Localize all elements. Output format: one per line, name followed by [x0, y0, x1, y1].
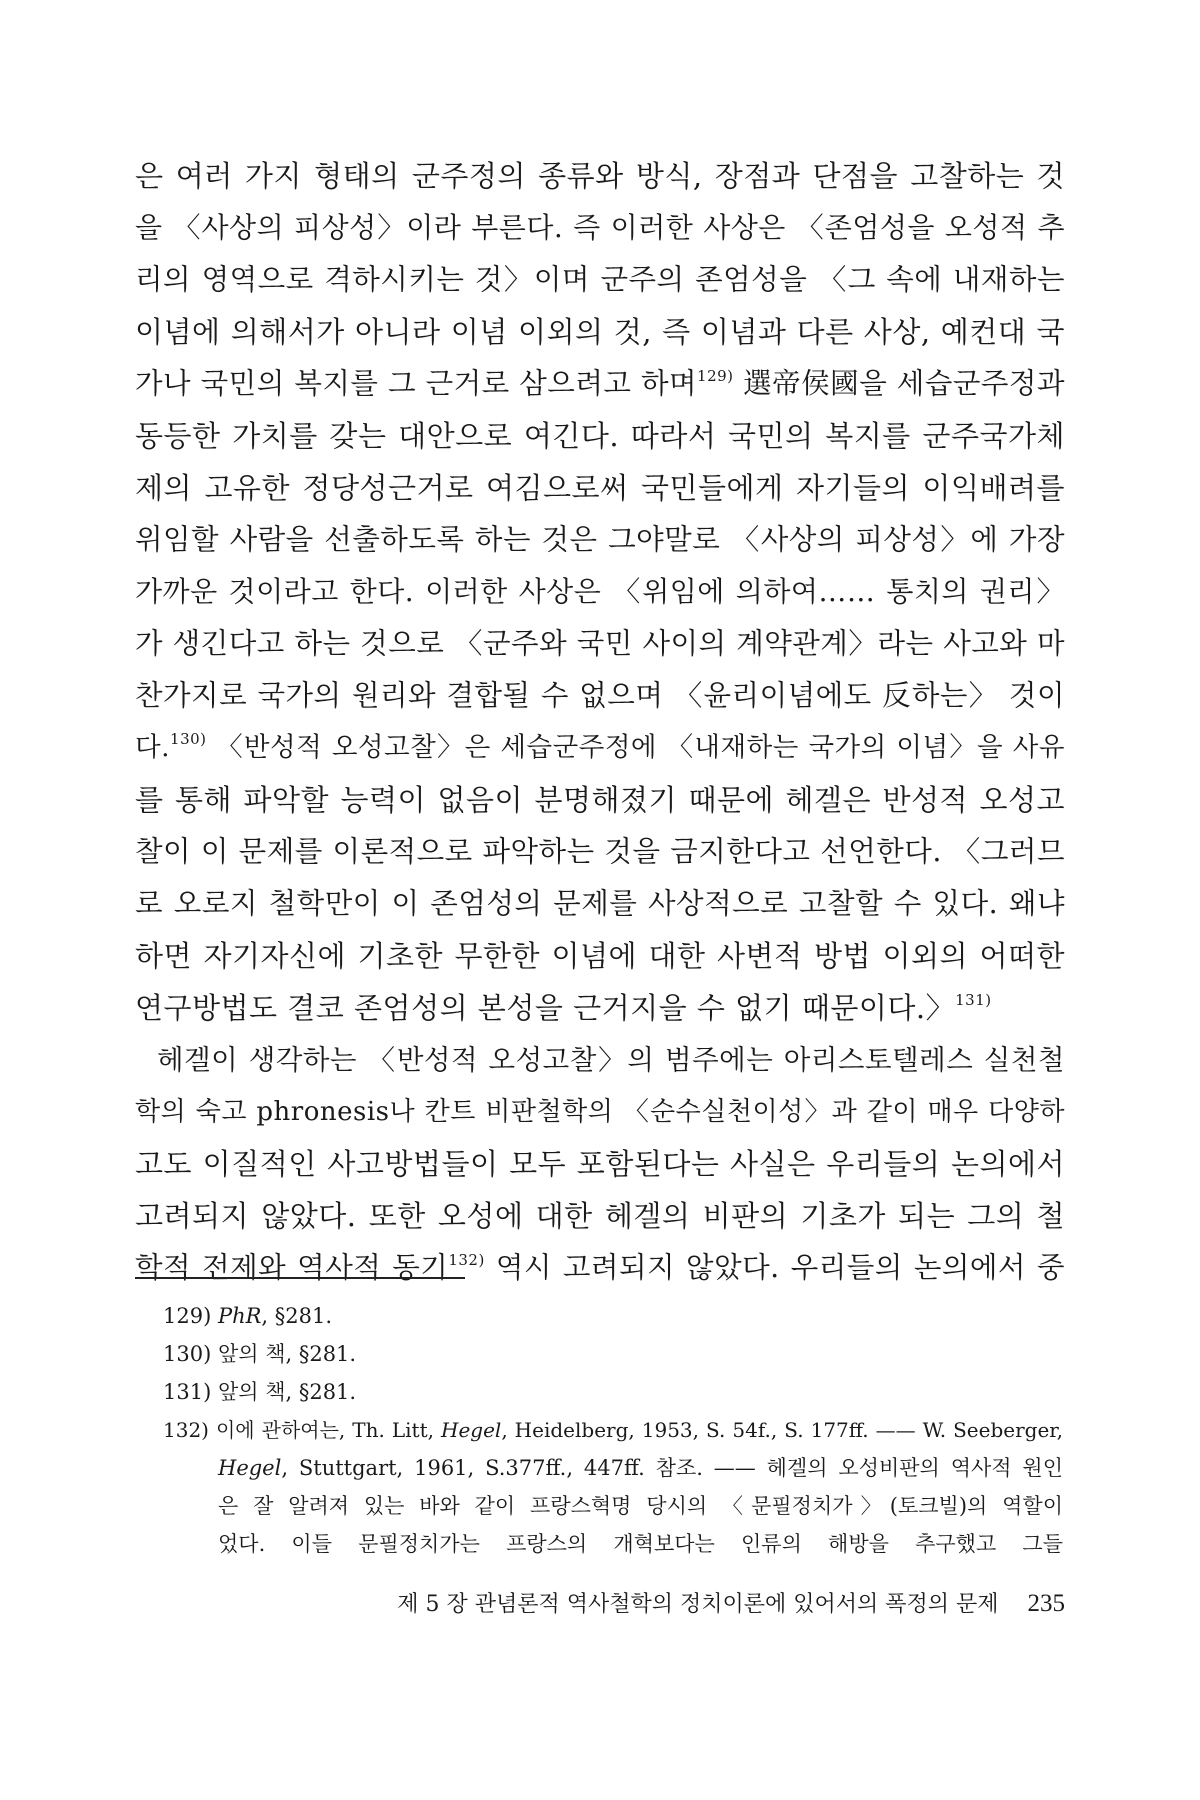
- footnote-line: [163, 1335, 1063, 1373]
- footnote-line: [163, 1449, 1063, 1487]
- body-line: [135, 774, 1065, 826]
- body-text: [135, 150, 1065, 1294]
- footnote-line: [163, 1525, 1063, 1563]
- footnote-reference: 130): [170, 730, 207, 749]
- text-segment: 129): [163, 1304, 218, 1328]
- body-line: [135, 150, 1065, 202]
- body-line: [135, 254, 1065, 306]
- text-segment: 학적 전제와 역사적 동기: [135, 1251, 449, 1284]
- text-segment: 을 〈사상의 피상성〉이라 부른다. 즉 이러한 사상은 〈존엄성을 오성적 추: [135, 211, 1065, 244]
- text-segment: 역시 고려되지 않았다. 우리들의 논의에서 중: [484, 1251, 1065, 1284]
- text-segment: 연구방법도 결코 존엄성의 본성을 근거지을 수 없기 때문이다.〉: [135, 991, 956, 1025]
- italic-text: PhR: [217, 1304, 262, 1328]
- footnote-line: [163, 1297, 1063, 1335]
- text-segment: 를 통해 파악할 능력이 없음이 분명해졌기 때문에 헤겔은 반성적 오성고: [135, 783, 1065, 817]
- text-segment: 위임할 사람을 선출하도록 하는 것은 그야말로 〈사상의 피상성〉에 가장: [135, 523, 1065, 556]
- body-line: [135, 202, 1065, 254]
- body-line: [135, 982, 1065, 1034]
- text-segment: 132) 이에 관하여는, Th. Litt,: [163, 1418, 441, 1442]
- text-segment: 제의 고유한 정당성근거로 여김으로써 국민들에게 자기들의 이익배려를: [135, 471, 1065, 505]
- page-number: 235: [1027, 1590, 1065, 1617]
- body-line: [135, 826, 1065, 878]
- footnote-line: [163, 1487, 1063, 1525]
- text-segment: , Stuttgart, 1961, S.377ff., 447ff. 참조. —— 헤겔의 오성비판의 역사적 원인: [281, 1456, 1063, 1480]
- body-line: [135, 930, 1065, 982]
- body-line: [135, 306, 1065, 358]
- body-line: [135, 358, 1065, 410]
- body-line: [135, 670, 1065, 722]
- body-line: [135, 1190, 1065, 1242]
- body-line: [135, 410, 1065, 462]
- text-segment: 131) 앞의 책, §281.: [163, 1380, 357, 1404]
- text-segment: 가나 국민의 복지를 그 근거로 삼으려고 하며: [135, 367, 698, 400]
- body-line: [135, 1086, 1065, 1138]
- body-line: [135, 514, 1065, 566]
- footnotes: [163, 1297, 1063, 1563]
- text-segment: 이념에 의해서가 아니라 이념 이외의 것, 즉 이념과 다른 사상, 예컨대 국: [135, 315, 1065, 349]
- footnote-reference: 131): [955, 991, 992, 1010]
- body-line: [135, 462, 1065, 514]
- text-segment: 동등한 가치를 갖는 대안으로 여긴다. 따라서 국민의 복지를 군주국가체: [135, 419, 1065, 453]
- body-line: [135, 1138, 1065, 1190]
- text-segment: 찬가지로 국가의 원리와 결합될 수 없으며 〈윤리이념에도 反하는〉 것이: [135, 679, 1065, 712]
- text-segment: 고려되지 않았다. 또한 오성에 대한 헤겔의 비판의 기초가 되는 그의 철: [135, 1199, 1065, 1233]
- chapter-title: 제 5 장 관념론적 역사철학의 정치이론에 있어서의 폭정의 문제: [397, 1592, 999, 1617]
- footnote-reference: 132): [448, 1250, 485, 1269]
- footnote-line: [163, 1411, 1063, 1449]
- text-segment: 찰이 이 문제를 이론적으로 파악하는 것을 금지한다고 선언한다. 〈그러므: [135, 835, 1065, 868]
- footnote-line: [163, 1373, 1063, 1411]
- body-line: [135, 1242, 1065, 1294]
- text-segment: 로 오로지 철학만이 이 존엄성의 문제를 사상적으로 고찰할 수 있다. 왜냐: [135, 887, 1065, 920]
- text-segment: 헤겔이 생각하는 〈반성적 오성고찰〉의 범주에는 아리스토텔레스 실천철: [157, 1044, 1065, 1076]
- text-segment: , Heidelberg, 1953, S. 54f., S. 177ff. —— W. Seeberger,: [501, 1418, 1063, 1442]
- text-segment: , §281.: [261, 1304, 333, 1328]
- italic-text: Hegel: [218, 1456, 282, 1480]
- text-segment: 130) 앞의 책, §281.: [163, 1342, 357, 1366]
- text-segment: 은 잘 알려져 있는 바와 같이 프랑스혁명 당시의 〈문필정치가〉(토크빌)의 역할이: [218, 1494, 1063, 1518]
- text-segment: 고도 이질적인 사고방법들이 모두 포함된다는 사실은 우리들의 논의에서: [135, 1147, 1065, 1181]
- footnote-separator: [135, 1277, 465, 1279]
- running-footer: [330, 1587, 1065, 1622]
- body-line: [135, 722, 1065, 774]
- body-line: [135, 878, 1065, 930]
- text-segment: 하면 자기자신에 기초한 무한한 이념에 대한 사변적 방법 이외의 어떠한: [135, 939, 1065, 973]
- text-segment: 다.: [135, 732, 171, 763]
- body-line: [135, 566, 1065, 618]
- text-segment: 가 생긴다고 하는 것으로 〈군주와 국민 사이의 계약관계〉라는 사고와 마: [135, 627, 1065, 660]
- body-line: [135, 1034, 1065, 1086]
- text-segment: 학의 숙고 phronesis나 칸트 비판철학의 〈순수실천이성〉과 같이 매우 다양하: [135, 1097, 1065, 1127]
- text-segment: 었다. 이들 문필정치가는 프랑스의 개혁보다는 인류의 해방을 추구했고 그들: [218, 1532, 1063, 1556]
- text-segment: 가까운 것이라고 한다. 이러한 사상은 〈위임에 의하여…… 통치의 권리〉: [135, 575, 1065, 608]
- footnote-reference: 129): [697, 366, 734, 385]
- text-segment: 〈반성적 오성고찰〉은 세습군주정에 〈내재하는 국가의 이념〉을 사유: [206, 732, 1065, 763]
- text-segment: 은 여러 가지 형태의 군주정의 종류와 방식, 장점과 단점을 고찰하는 것: [135, 159, 1065, 193]
- italic-text: Hegel: [441, 1418, 502, 1442]
- text-segment: 選帝侯國을 세습군주정과: [733, 367, 1065, 400]
- body-line: [135, 618, 1065, 670]
- text-segment: 리의 영역으로 격하시키는 것〉이며 군주의 존엄성을 〈그 속에 내재하는: [135, 263, 1065, 296]
